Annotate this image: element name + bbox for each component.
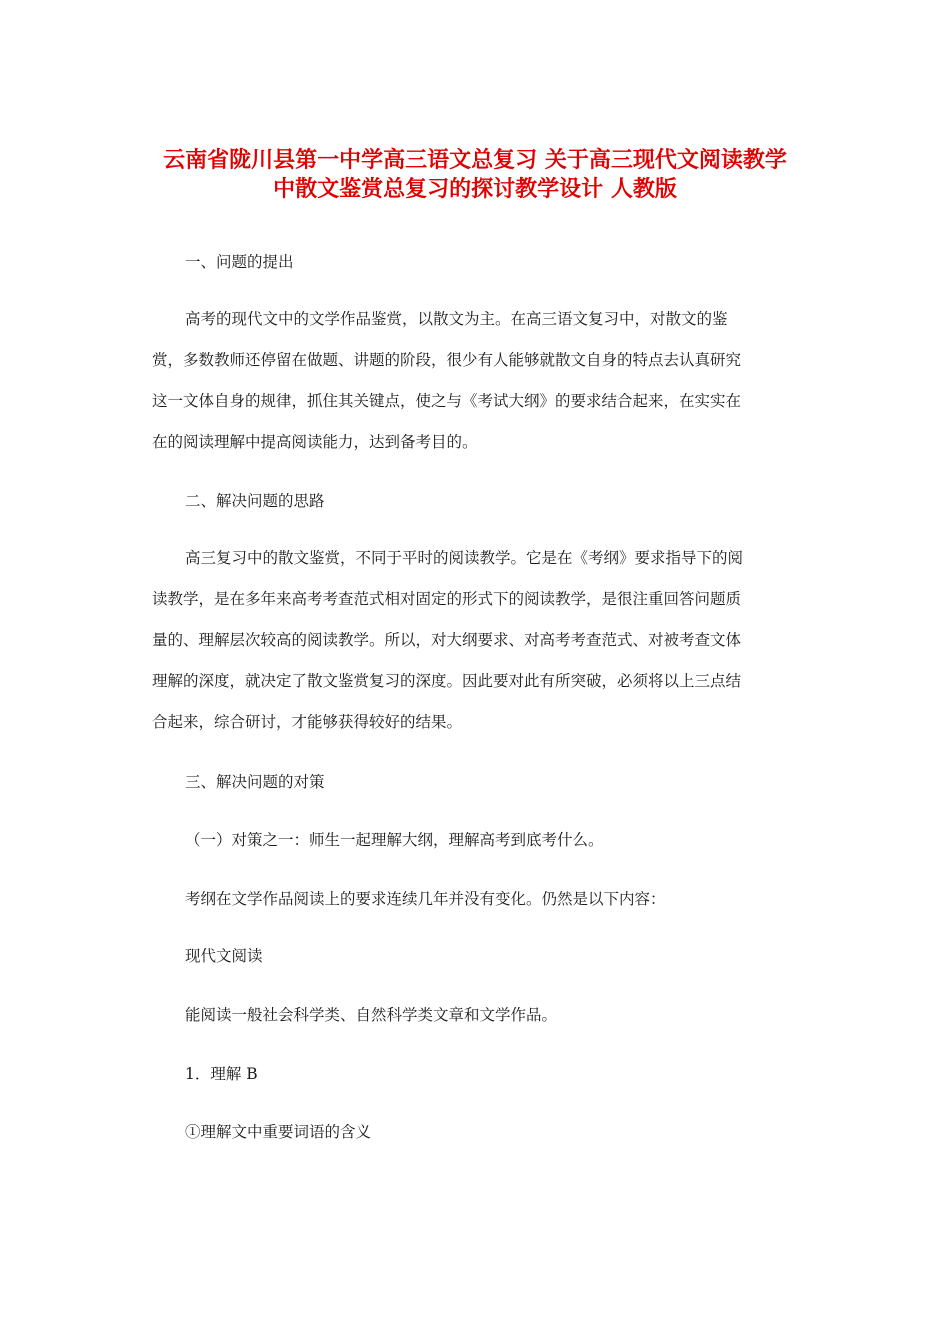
paragraph-2-line-1: 高三复习中的散文鉴赏，不同于平时的阅读教学。它是在《考纲》要求指导下的阅 bbox=[185, 549, 744, 567]
modern-reading-label: 现代文阅读 bbox=[185, 947, 263, 965]
title-line-2: 中散文鉴赏总复习的探讨教学设计 人教版 bbox=[273, 177, 677, 202]
paragraph-2-line-4: 理解的深度，就决定了散文鉴赏复习的深度。因此要对此有所突破，必须将以上三点结 bbox=[152, 672, 742, 690]
paragraph-2-line-5: 合起来，综合研讨，才能够获得较好的结果。 bbox=[152, 713, 463, 731]
paragraph-1 bbox=[152, 309, 798, 473]
section-heading-1: 一、问题的提出 bbox=[185, 253, 294, 271]
section-heading-2: 二、解决问题的思路 bbox=[185, 492, 325, 510]
syllabus-intro: 考纲在文学作品阅读上的要求连续几年并没有变化。仍然是以下内容： bbox=[185, 890, 666, 908]
document-title bbox=[130, 146, 820, 204]
item-1-sub-1: ①理解文中重要词语的含义 bbox=[185, 1123, 372, 1141]
item-1-understanding: 1．理解 B bbox=[185, 1065, 258, 1083]
section-heading-3: 三、解决问题的对策 bbox=[185, 773, 325, 791]
paragraph-2-line-2: 读教学，是在多年来高考考查范式相对固定的形式下的阅读教学，是很注重回答问题质 bbox=[152, 590, 742, 608]
paragraph-2-line-3: 量的、理解层次较高的阅读教学。所以，对大纲要求、对高考考查范式、对被考查文体 bbox=[152, 631, 742, 649]
paragraph-2 bbox=[152, 548, 798, 753]
reading-scope: 能阅读一般社会科学类、自然科学类文章和文学作品。 bbox=[185, 1006, 558, 1024]
paragraph-1-line-3: 这一文体自身的规律，抓住其关键点，使之与《考试大纲》的要求结合起来，在实实在 bbox=[152, 392, 742, 410]
paragraph-1-line-1: 高考的现代文中的文学作品鉴赏，以散文为主。在高三语文复习中，对散文的鉴 bbox=[185, 310, 728, 328]
title-line-1: 云南省陇川县第一中学高三语文总复习 关于高三现代文阅读教学 bbox=[163, 148, 787, 173]
paragraph-1-line-4: 在的阅读理解中提高阅读能力，达到备考目的。 bbox=[152, 433, 478, 451]
paragraph-1-line-2: 赏，多数教师还停留在做题、讲题的阶段，很少有人能够就散文自身的特点去认真研究 bbox=[152, 351, 742, 369]
strategy-1-heading: （一）对策之一：师生一起理解大纲，理解高考到底考什么。 bbox=[185, 831, 604, 849]
